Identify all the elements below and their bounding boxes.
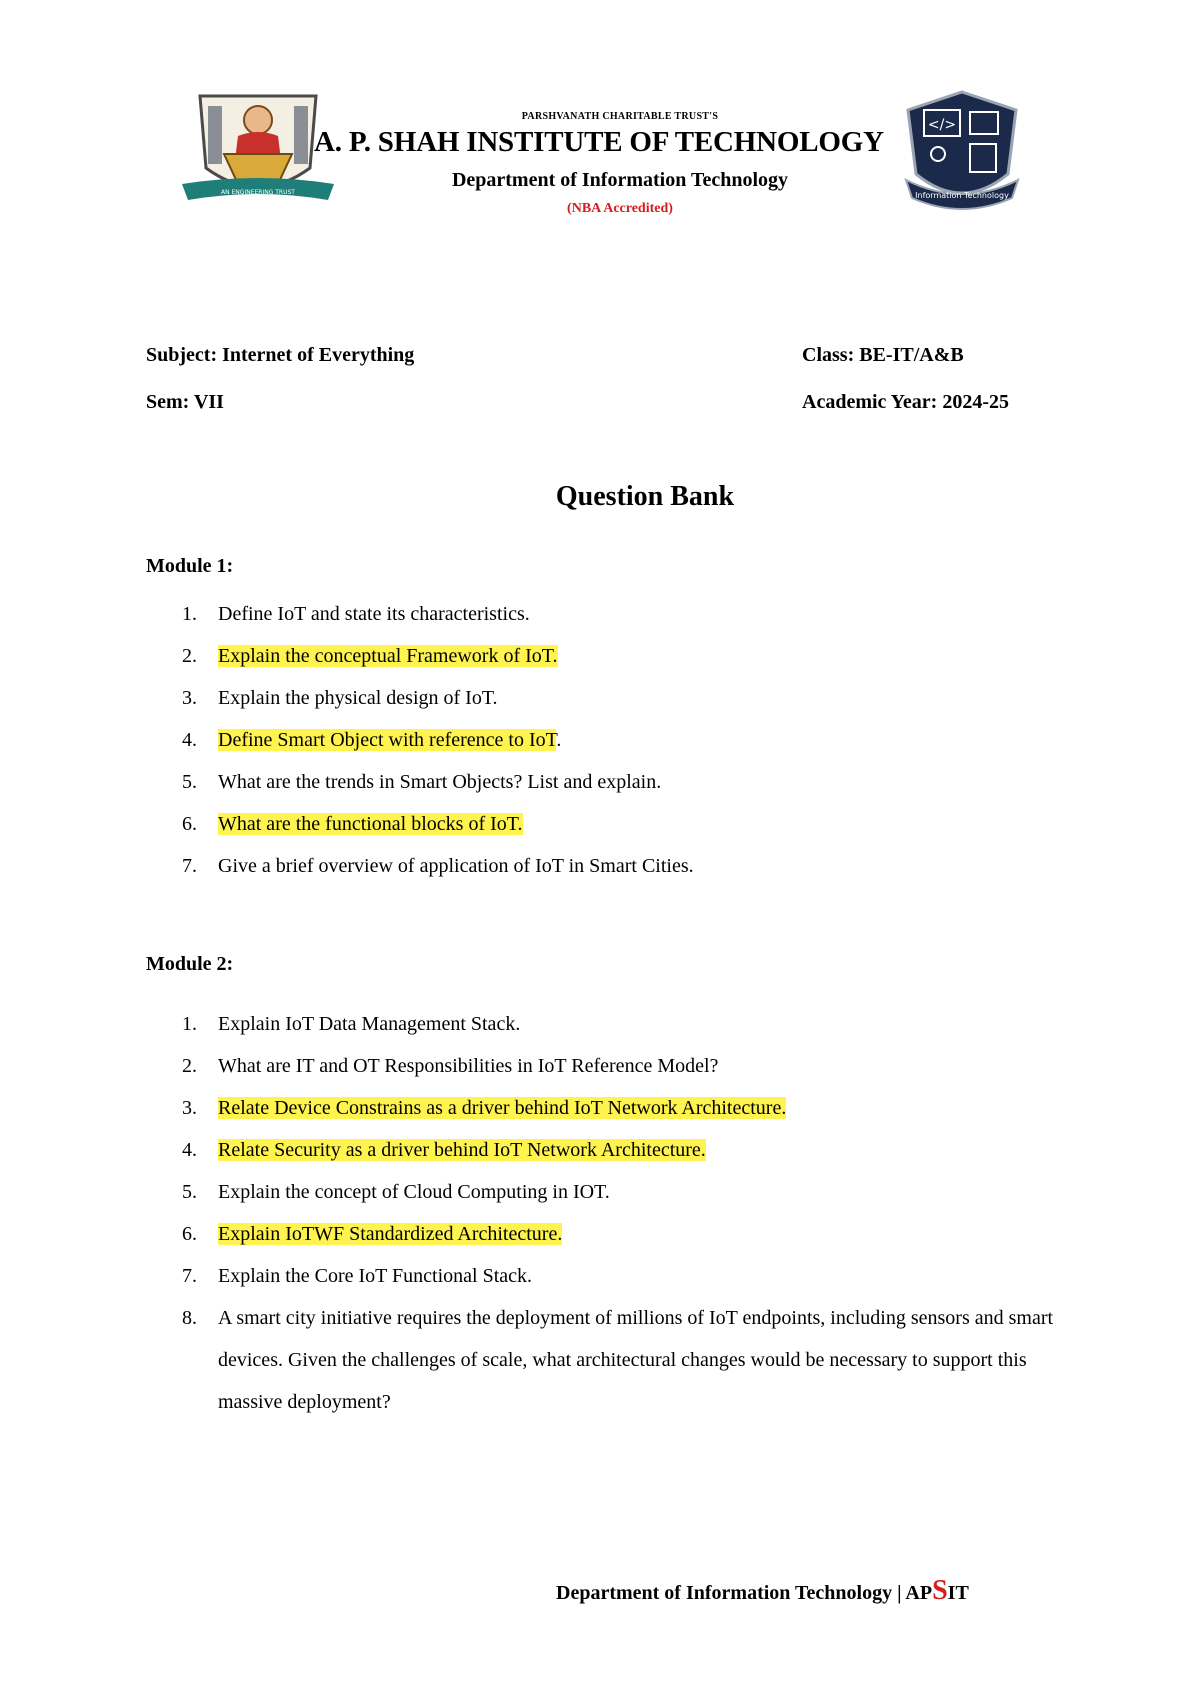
question-item: 3. Relate Device Constrains as a driver behind IoT Network Architecture. <box>182 1097 787 1119</box>
highlighted-text: Explain IoTWF Standardized Architecture. <box>218 1223 563 1245</box>
footer-it: IT <box>947 1582 969 1604</box>
question-item: 5. Explain the concept of Cloud Computing in IOT. <box>182 1181 610 1203</box>
footer-department: Department of Information Technology | <box>556 1582 906 1604</box>
question-item: 7. Explain the Core IoT Functional Stack. <box>182 1265 533 1287</box>
question-item: 4. Define Smart Object with reference to IoT. <box>182 729 562 751</box>
subject-label: Subject: Internet of Everything <box>146 344 415 366</box>
module-1-question-list <box>146 593 1066 887</box>
question-item: 7. Give a brief overview of application of IoT in Smart Cities. <box>182 855 694 877</box>
question-item: 8. A smart city initiative requires the deployment of millions of IoT endpoints, including sensors and smart devices. Given the challenges of scale, what architectural changes would be necessary to support this massive deployment? <box>182 1307 1054 1413</box>
highlighted-text: Define Smart Object with reference to IoT <box>218 729 557 751</box>
highlighted-text: Relate Device Constrains as a driver behind IoT Network Architecture. <box>218 1097 787 1119</box>
question-item: 5. What are the trends in Smart Objects? List and explain. <box>182 771 662 793</box>
question-item: 3. Explain the physical design of IoT. <box>182 687 498 709</box>
highlighted-text: Relate Security as a driver behind IoT Network Architecture. <box>218 1139 706 1161</box>
module-2-question-list <box>146 1003 1066 1423</box>
footer-s: S <box>932 1575 948 1606</box>
trust-name: PARSHVANATH CHARITABLE TRUST'S <box>521 111 719 122</box>
svg-text:AN ENGINEERING TRUST: AN ENGINEERING TRUST <box>221 189 295 196</box>
it-department-shield-logo <box>900 88 1025 216</box>
page-footer <box>556 1575 969 1607</box>
question-item: 6. Explain IoTWF Standardized Architecture. <box>182 1223 563 1245</box>
svg-text:Information Technology: Information Technology <box>915 191 1009 200</box>
svg-text:</>: </> <box>927 117 957 133</box>
question-item: 4. Relate Security as a driver behind IoT Network Architecture. <box>182 1139 706 1161</box>
question-item: 2. Explain the conceptual Framework of IoT. <box>182 645 558 667</box>
question-item: 1. Define IoT and state its characteristics. <box>182 603 530 625</box>
highlighted-text: Explain the conceptual Framework of IoT. <box>218 645 558 667</box>
question-item: 1. Explain IoT Data Management Stack. <box>182 1013 521 1035</box>
class-label: Class: BE-IT/A&B <box>802 344 964 366</box>
highlighted-text: What are the functional blocks of IoT. <box>218 813 523 835</box>
question-item: 2. What are IT and OT Responsibilities in IoT Reference Model? <box>182 1055 719 1077</box>
page-title: Question Bank <box>555 481 735 512</box>
footer-ap: AP <box>905 1582 933 1604</box>
question-item: 6. What are the functional blocks of IoT. <box>182 813 523 835</box>
letterhead <box>0 0 1200 240</box>
institute-name: A. P. SHAH INSTITUTE OF TECHNOLOGY <box>314 126 884 158</box>
academic-year-label: Academic Year: 2024-25 <box>802 391 1009 413</box>
module-1-heading: Module 1: <box>146 555 234 577</box>
semester-label: Sem: VII <box>146 391 224 413</box>
module-2-heading: Module 2: <box>146 953 234 975</box>
department-name: Department of Information Technology <box>451 169 789 191</box>
accreditation-label: (NBA Accredited) <box>567 201 673 216</box>
